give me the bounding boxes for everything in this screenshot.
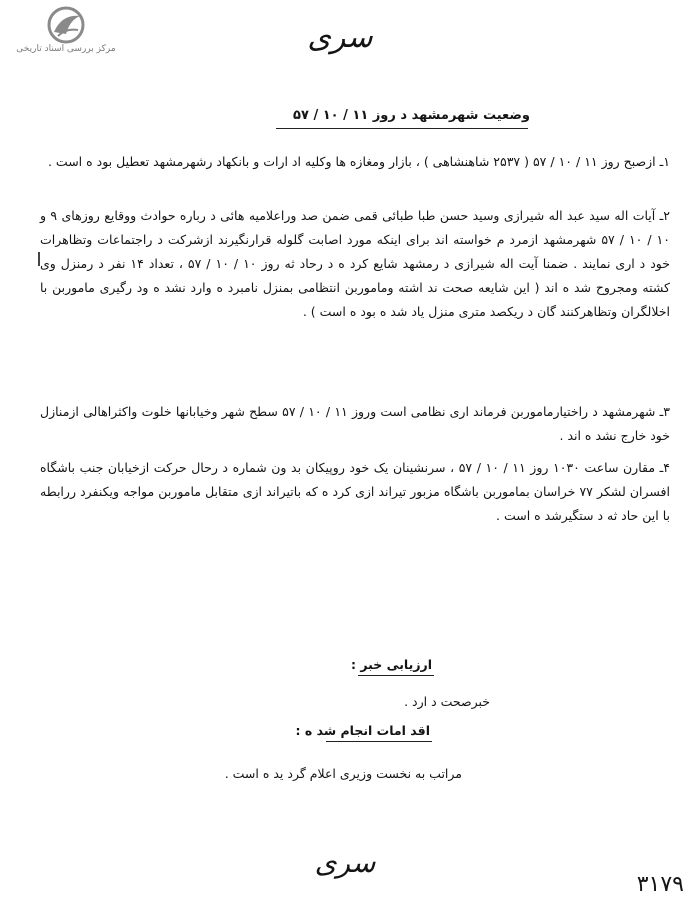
archive-logo-icon — [36, 6, 96, 44]
archive-logo-text: مرکز بررسی اسناد تاریخی — [16, 44, 116, 54]
paragraph-2: ۲ـ آیات اله سید عبد اله شیرازی وسید حسن طبا طبائی قمی ضمن صد وراعلامیه هائی د رباره حوادث ووقایع روزهای ۹ و ۱۰ / ۱۰ / ۵۷ شهرمشهد ازمرد م خواسته اند برای اینکه مورد اصابت گلوله قرارنگیرند ازشرکت د راجتماعات وتظاهرات خود د اری نمایند . ضمنا آیت اله شیرازی د رمشهد شایع کرد ه د رحاد ثه روز ۱۰ / ۱۰ / ۵۷ ، تعداد ۱۴ نفر د رمنزل وی کشته ومجروح شد ه اند ( این شایعه صحت ند اشته وماموربن انتظامی بمنزل نامبرد ه وارد نشد ه ود رگیری ماموربن با اخلالگران وتظاهرکنند گان د ریکصد متری منزل یاد شد ه بود ه است ) . — [40, 208, 671, 319]
classification-top: سری — [307, 20, 373, 55]
paragraph-4: ۴ـ مقارن ساعت ۱۰۳۰ روز ۱۱ / ۱۰ / ۵۷ ، سرنشینان یک خود روپیکان بد ون شماره د رحال حرکت ازخیابان جنب باشگاه افسران لشکر ۷۷ خراسان بماموربن باشگاه مزبور تیراند ازی کرد ه که باتیراند ازی متقابل ماموربن مواجه ویکنفرد ررابطه با این حاد ثه د ستگیرشد ه است . — [40, 460, 670, 523]
evaluation-underline — [358, 675, 434, 676]
actions-underline — [326, 741, 432, 742]
page-number: ۳۱۷۹ — [636, 872, 684, 897]
paragraph-3: ۳ـ شهرمشهد د راختیارماموربن فرماند اری نظامی است وروز ۱۱ / ۱۰ / ۵۷ سطح شهر وخیابانها خلوت واکثراهالی ازمنازل خود خارج نشد ه اند . — [40, 404, 670, 443]
actions-value: مراتب به نخست وزیری اعلام گرد ید ه است . — [224, 766, 462, 781]
document-title: وضعیت شهرمشهد د روز ۱۱ / ۱۰ / ۵۷ — [293, 108, 530, 123]
evaluation-value: خبرصحت د ارد . — [404, 694, 490, 709]
title-underline — [276, 128, 528, 129]
evaluation-label: ارزیابی خبر : — [351, 657, 432, 672]
classification-bottom: سری — [314, 846, 376, 879]
paragraph-1: ۱ـ ازصبح روز ۱۱ / ۱۰ / ۵۷ ( ۲۵۳۷ شاهنشاهی ) ، بازار ومغازه ها وکلیه اد ارات و بانکهاد رشهرمشهد تعطیل بود ه است . — [47, 154, 670, 169]
archive-logo — [8, 6, 124, 60]
actions-label: اقد امات انجام شد ه : — [295, 723, 430, 738]
